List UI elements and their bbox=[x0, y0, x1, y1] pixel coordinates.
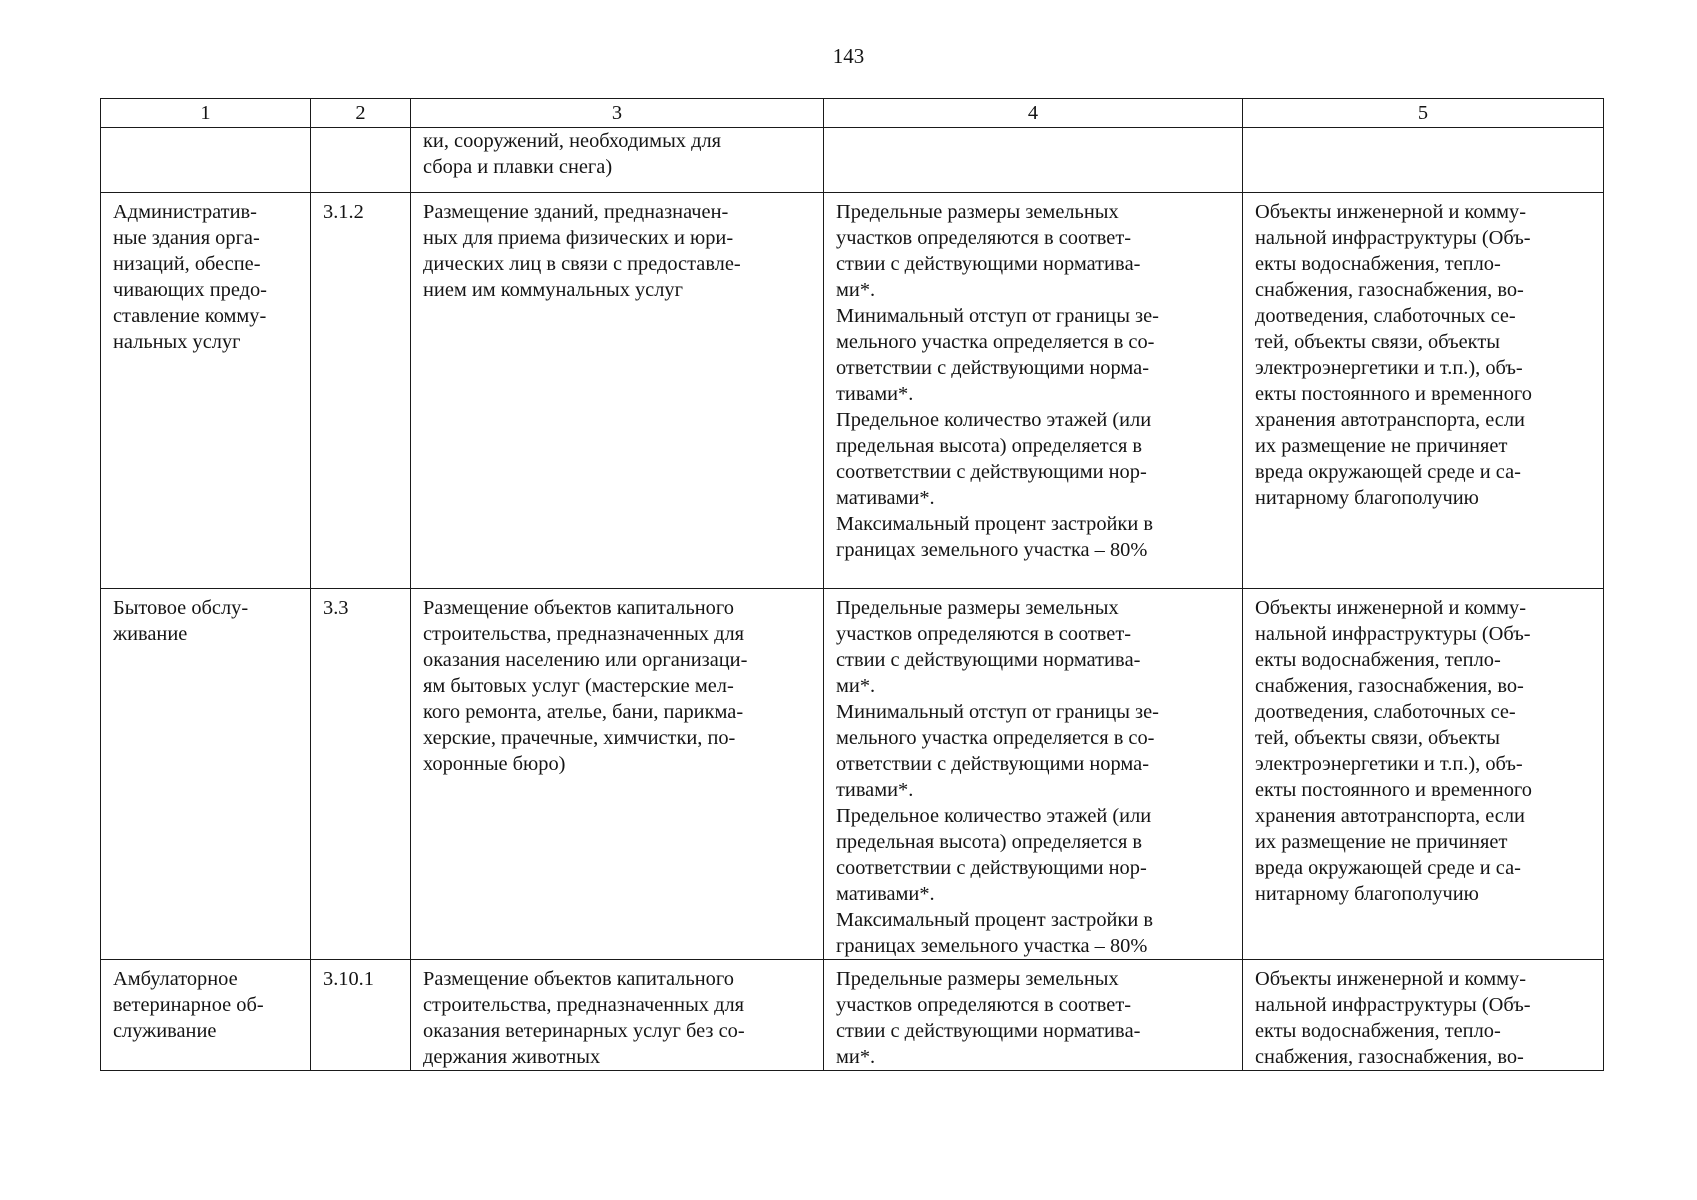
column-number-row bbox=[101, 99, 1604, 128]
column-number: 2 bbox=[311, 99, 411, 128]
auxiliary-uses-cell: Объекты инженерной и комму- нальной инфраструктуры (Объ- екты водоснабжения, тепло- снабжения, газоснабжения, во- доотведения, слаботочных се- тей, объекты связи, объекты электроэнергетики и т.п.), объ- екты постоянного и временного хранения автотранспорта, если их размещение не причиняет вреда окружающей среде и са- нитарному благополучию bbox=[1243, 589, 1604, 960]
use-description-cell: ки, сооружений, необходимых для сбора и плавки снега) bbox=[411, 128, 824, 193]
parameters-cell: Предельные размеры земельных участков определяются в соответ- ствии с действующими нормативa- ми*. bbox=[824, 960, 1243, 1071]
parameters-cell: Предельные размеры земельных участков определяются в соответ- ствии с действующими нормативa- ми*. Минимальный отступ от границы зе- мельного участка определяется в со- ответствии с действующими норма- тивами*. Предельное количество этажей (или предельная высота) определяется в соответствии с действующими нор- мативами*. Максимальный процент застройки в границах земельного участка – 80% bbox=[824, 589, 1243, 960]
table-row bbox=[101, 193, 1604, 589]
use-code-cell: 3.10.1 bbox=[311, 960, 411, 1071]
land-use-table bbox=[100, 98, 1604, 1071]
use-description-cell: Размещение объектов капитального строительства, предназначенных для оказания населению или организаци- ям бытовых услуг (мастерские мел- кого ремонта, ателье, бани, парикма- херские, прачечные, химчистки, по- хоронные бюро) bbox=[411, 589, 824, 960]
column-number: 5 bbox=[1243, 99, 1604, 128]
use-description-cell: Размещение объектов капитального строительства, предназначенных для оказания ветеринарных услуг без со- держания животных bbox=[411, 960, 824, 1071]
page-number: 143 bbox=[832, 44, 865, 68]
parameters-cell bbox=[824, 128, 1243, 193]
auxiliary-uses-cell: Объекты инженерной и комму- нальной инфраструктуры (Объ- екты водоснабжения, тепло- снабжения, газоснабжения, во- доотведения, слаботочных се- тей, объекты связи, объекты электроэнергетики и т.п.), объ- екты постоянного и временного хранения автотранспорта, если их размещение не причиняет вреда окружающей среде и са- нитарному благополучию bbox=[1243, 193, 1604, 589]
auxiliary-uses-cell bbox=[1243, 128, 1604, 193]
auxiliary-uses-cell: Объекты инженерной и комму- нальной инфраструктуры (Объ- екты водоснабжения, тепло- снабжения, газоснабжения, во- bbox=[1243, 960, 1604, 1071]
table-row bbox=[101, 589, 1604, 960]
use-name-cell: Амбулаторное ветеринарное об- служивание bbox=[101, 960, 311, 1071]
table-row bbox=[101, 960, 1604, 1071]
column-number: 1 bbox=[101, 99, 311, 128]
column-number: 3 bbox=[411, 99, 824, 128]
use-code-cell: 3.1.2 bbox=[311, 193, 411, 589]
column-number: 4 bbox=[824, 99, 1243, 128]
use-code-cell: 3.3 bbox=[311, 589, 411, 960]
use-code-cell bbox=[311, 128, 411, 193]
use-name-cell: Административ- ные здания орга- низаций, обеспе- чивающих предо- ставление комму- нальных услуг bbox=[101, 193, 311, 589]
use-name-cell: Бытовое обслу- живание bbox=[101, 589, 311, 960]
table-row bbox=[101, 128, 1604, 193]
parameters-cell: Предельные размеры земельных участков определяются в соответ- ствии с действующими нормативa- ми*. Минимальный отступ от границы зе- мельного участка определяется в со- ответствии с действующими норма- тивами*. Предельное количество этажей (или предельная высота) определяется в соответствии с действующими нор- мативами*. Максимальный процент застройки в границах земельного участка – 80% bbox=[824, 193, 1243, 589]
use-name-cell bbox=[101, 128, 311, 193]
use-description-cell: Размещение зданий, предназначен- ных для приема физических и юри- дических лиц в связи с предоставле- нием им коммунальных услуг bbox=[411, 193, 824, 589]
